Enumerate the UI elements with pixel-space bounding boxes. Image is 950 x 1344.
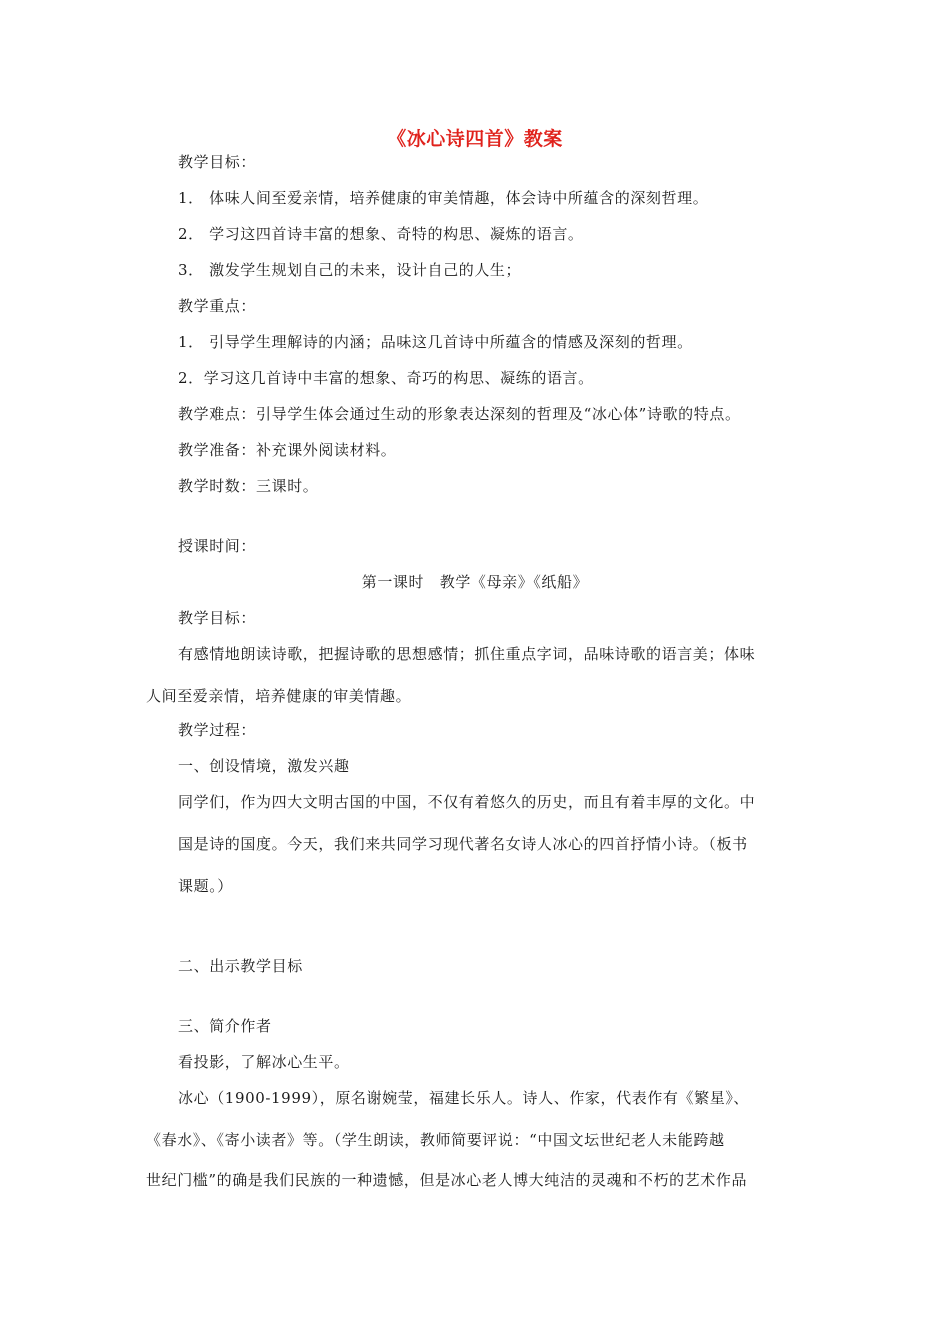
section-heading-key-points: 教学重点： bbox=[178, 297, 257, 315]
document-title: 《冰心诗四首》教案 bbox=[387, 128, 563, 150]
author-intro-note: 看投影，了解冰心生平。 bbox=[178, 1053, 350, 1071]
process-step-1-heading: 一、创设情境，激发兴趣 bbox=[178, 757, 350, 775]
process-step-3-heading: 三、简介作者 bbox=[178, 1017, 272, 1035]
difficult-points: 教学难点：引导学生体会通过生动的形象表达深刻的哲理及“冰心体”诗歌的特点。 bbox=[178, 405, 741, 423]
objective-item-3: 3． 激发学生规划自己的未来，设计自己的人生； bbox=[178, 261, 522, 279]
author-paragraph-line-2: 《春水》、《寄小读者》等。（学生朗读，教师简要评说：“中国文坛世纪老人未能跨越 bbox=[146, 1131, 725, 1149]
class-time: 授课时间： bbox=[178, 537, 257, 555]
teaching-preparation: 教学准备：补充课外阅读材料。 bbox=[178, 441, 397, 459]
intro-paragraph-line-1: 同学们，作为四大文明古国的中国，不仅有着悠久的历史，而且有着丰厚的文化。中 bbox=[178, 793, 756, 811]
key-point-item-2: 2．学习这几首诗中丰富的想象、奇巧的构思、凝练的语言。 bbox=[178, 369, 594, 387]
lesson-objective-paragraph-line-2: 人间至爱亲情，培养健康的审美情趣。 bbox=[146, 687, 412, 705]
key-point-item-1: 1． 引导学生理解诗的内涵；品味这几首诗中所蕴含的情感及深刻的哲理。 bbox=[178, 333, 693, 351]
lesson-heading: 第一课时 教学《母亲》《纸船》 bbox=[361, 573, 589, 591]
lesson-objective-paragraph-line-1: 有感情地朗读诗歌，把握诗歌的思想感情；抓住重点字词，品味诗歌的语言美；体味 bbox=[178, 645, 756, 663]
objective-item-1: 1． 体味人间至爱亲情，培养健康的审美情趣，体会诗中所蕴含的深刻哲理。 bbox=[178, 189, 709, 207]
teaching-hours: 教学时数：三课时。 bbox=[178, 477, 319, 495]
author-paragraph-line-1: 冰心（1900-1999），原名谢婉莹，福建长乐人。诗人、作家，代表作有《繁星》、 bbox=[178, 1089, 750, 1107]
process-step-2-heading: 二、出示教学目标 bbox=[178, 957, 303, 975]
intro-paragraph-line-2: 国是诗的国度。今天，我们来共同学习现代著名女诗人冰心的四首抒情小诗。（板书 bbox=[178, 835, 748, 853]
intro-paragraph-line-3: 课题。） bbox=[178, 877, 233, 895]
section-heading-process: 教学过程： bbox=[178, 721, 257, 739]
section-heading-objectives: 教学目标： bbox=[178, 153, 257, 171]
section-heading-lesson-objectives: 教学目标： bbox=[178, 609, 257, 627]
objective-item-2: 2． 学习这四首诗丰富的想象、奇特的构思、凝炼的语言。 bbox=[178, 225, 584, 243]
author-paragraph-line-3: 世纪门槛”的确是我们民族的一种遗憾，但是冰心老人博大纯洁的灵魂和不朽的艺术作品 bbox=[146, 1171, 748, 1189]
